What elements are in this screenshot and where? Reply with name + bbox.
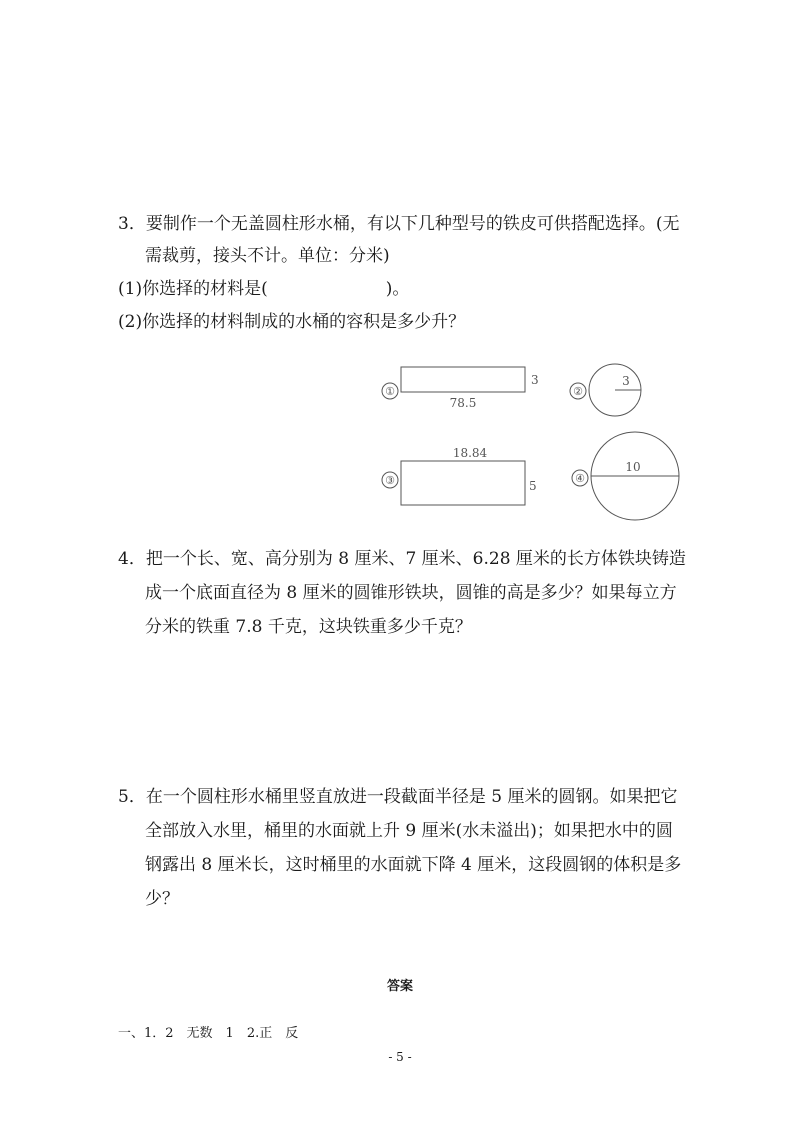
answers-line-1: 一、1．2 无数 1 2.正 反 [118, 1026, 299, 1041]
figure-4-label: ④ [575, 472, 585, 485]
figure-3-width-label: 18.84 [452, 446, 488, 460]
figure-3-height-label: 5 [529, 479, 537, 493]
q3-sub1-suffix: )。 [385, 279, 410, 299]
figure-3-rectangle [401, 461, 525, 505]
q5-line-4: 少？ [145, 889, 179, 909]
figure-1-label: ① [385, 385, 395, 398]
figure-4-diameter-label: 10 [625, 460, 641, 474]
q4-line-1: 4．把一个长、宽、高分别为 8 厘米、7 厘米、6.28 厘米的长方体铁块铸造 [118, 549, 686, 569]
figure-1-height-label: 3 [531, 373, 539, 387]
q4-line-2: 成一个底面直径为 8 厘米的圆锥形铁块，圆锥的高是多少？如果每立方 [145, 583, 677, 603]
answers-title: 答案 [386, 979, 413, 994]
q5-line-1: 5．在一个圆柱形水桶里竖直放进一段截面半径是 5 厘米的圆钢。如果把它 [118, 787, 678, 807]
q3-sub-question-2: (2)你选择的材料制成的水桶的容积是多少升？ [118, 312, 466, 332]
figure-2-label: ② [573, 385, 583, 398]
figure-1-width-label: 78.5 [449, 396, 477, 410]
figure-1-rectangle [401, 367, 525, 392]
figure-2-radius-label: 3 [622, 374, 630, 388]
q4-line-3: 分米的铁重 7.8 千克，这块铁重多少千克？ [145, 617, 472, 637]
page-number: - 5 - [388, 1050, 412, 1064]
figure-3-label: ③ [385, 474, 395, 487]
q5-line-2: 全部放入水里，桶里的水面就上升 9 厘米(水未溢出)；如果把水中的圆 [145, 821, 673, 841]
q3-line-2: 需裁剪，接头不计。单位：分米) [145, 246, 390, 266]
q5-line-3: 钢露出 8 厘米长，这时桶里的水面就下降 4 厘米，这段圆钢的体积是多 [145, 855, 682, 875]
q3-sub1-prefix: (1)你选择的材料是( [118, 279, 268, 299]
q3-line-1: 3．要制作一个无盖圆柱形水桶，有以下几种型号的铁皮可供搭配选择。(无 [118, 214, 680, 234]
